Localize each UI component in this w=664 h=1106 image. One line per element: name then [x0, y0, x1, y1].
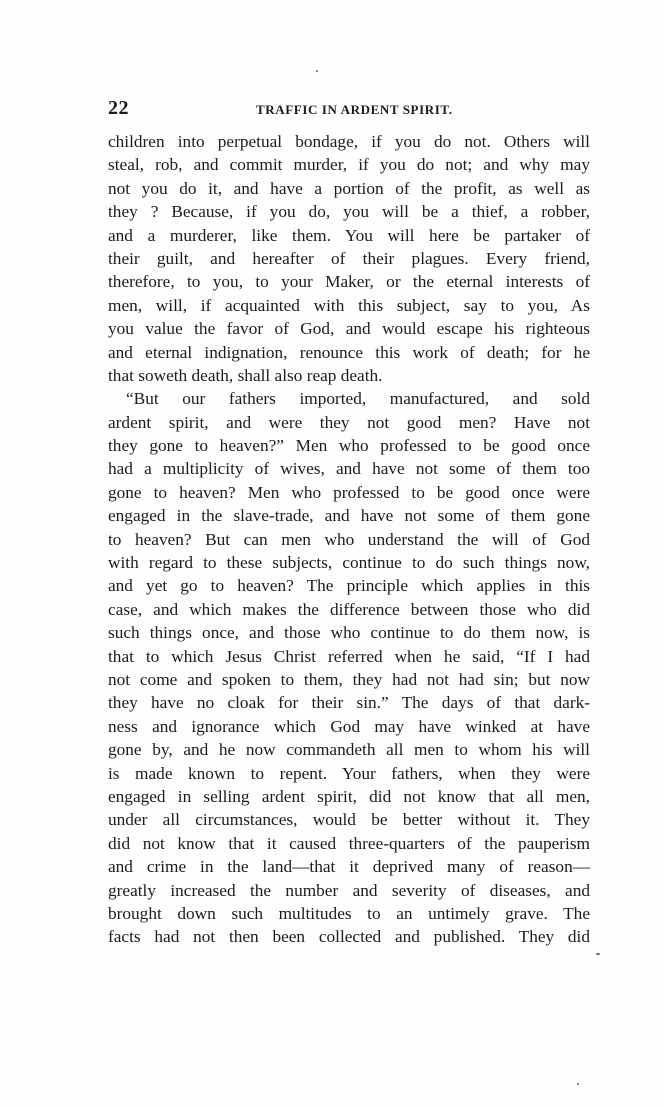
text-line: not you do it, and have a portion of the profit, as well as: [108, 178, 590, 198]
text-line: steal, rob, and commit murder, if you do not; and why may: [108, 155, 590, 175]
page-header: [108, 97, 588, 121]
text-line: with regard to these subjects, continue to do such things now,: [108, 553, 590, 573]
text-line: case, and which makes the difference between those who did: [108, 599, 590, 619]
text-line: and crime in the land—that it deprived many of reason—: [108, 857, 590, 877]
text-line: ness and ignorance which God may have winked at have: [108, 716, 590, 736]
text-line: ardent spirit, and were they not good men? Have not: [108, 412, 590, 432]
text-line: they gone to heaven?” Men who professed to be good once: [108, 436, 590, 456]
text-line: did not know that it caused three-quarters of the pauperism: [108, 833, 590, 853]
text-line: gone to heaven? Men who professed to be good once were: [108, 482, 590, 502]
text-line: and a murderer, like them. You will here be partaker of: [108, 225, 590, 245]
text-line: that to which Jesus Christ referred when he said, “If I had: [108, 646, 590, 666]
text-line: to heaven? But can men who understand the will of God: [108, 529, 590, 549]
text-line: therefore, to you, to your Maker, or the eternal interests of: [108, 272, 590, 292]
text-line: facts had not then been collected and published. They did: [108, 927, 590, 947]
text-line: men, will, if acquainted with this subject, say to you, As: [108, 295, 590, 315]
text-line: they have no cloak for their sin.” The days of that dark-: [108, 693, 590, 713]
text-line: such things once, and those who continue to do them now, is: [108, 623, 590, 643]
text-line: is made known to repent. Your fathers, when they were: [108, 763, 590, 783]
running-title: TRAFFIC IN ARDENT SPIRIT.: [256, 102, 453, 117]
text-line: and eternal indignation, renounce this work of death; for he: [108, 342, 590, 362]
print-speck: [577, 1083, 579, 1085]
text-line: engaged in the slave-trade, and have not some of them gone: [108, 506, 590, 526]
text-line: you value the favor of God, and would escape his righteous: [108, 319, 590, 339]
paragraph-end-line: that soweth death, shall also reap death.: [108, 365, 383, 385]
text-line: and yet go to heaven? The principle which applies in this: [108, 576, 590, 596]
print-speck: [316, 70, 318, 72]
text-line: their guilt, and hereafter of their plagues. Every friend,: [108, 248, 590, 268]
text-line: they ? Because, if you do, you will be a thief, a robber,: [108, 202, 590, 222]
text-line: children into perpetual bondage, if you do not. Others will: [108, 132, 590, 151]
print-speck: [596, 953, 600, 955]
text-line: not come and spoken to them, they had not had sin; but now: [108, 669, 590, 689]
text-line: had a multiplicity of wives, and have not some of them too: [108, 459, 590, 479]
body-text: [108, 130, 590, 949]
paragraph-start-line: “But our fathers imported, manufactured, and sold: [126, 389, 590, 409]
text-line: engaged in selling ardent spirit, did not know that all men,: [108, 786, 590, 806]
page-number: 22: [108, 97, 129, 119]
text-line: gone by, and he now commandeth all men to whom his will: [108, 740, 590, 760]
text-line: under all circumstances, would be better without it. They: [108, 810, 590, 830]
text-line: brought down such multitudes to an untimely grave. The: [108, 903, 590, 923]
text-line: greatly increased the number and severity of diseases, and: [108, 880, 590, 900]
